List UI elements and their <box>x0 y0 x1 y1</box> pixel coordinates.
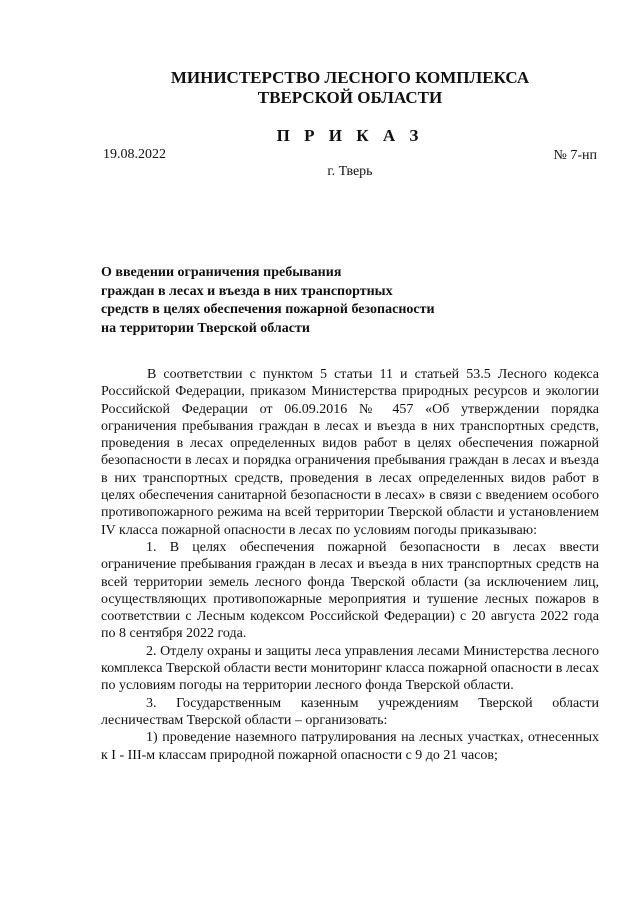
ministry-name <box>0 68 640 108</box>
city: г. Тверь <box>327 164 373 179</box>
subject-line4: на территории Тверской области <box>101 320 310 336</box>
order-item-3-1: 1) проведение наземного патрулирования на лесных участках, отнесенных к I - III-м классам природной пожарной опасности с 9 до 21 часов; <box>101 730 599 763</box>
ministry-name-line2: ТВЕРСКОЙ ОБЛАСТИ <box>257 88 443 107</box>
subject-line2: граждан в лесах и въезда в них транспортных <box>101 283 393 299</box>
ministry-name-line1: МИНИСТЕРСТВО ЛЕСНОГО КОМПЛЕКСА <box>170 68 530 87</box>
order-item-3: 3. Государственным казенным учреждениям Тверской области лесничествам Тверской области – организовать: <box>101 695 599 728</box>
order-item-1: 1. В целях обеспечения пожарной безопасности в лесах ввести ограничение пребывания граждан в лесах и въезда в них транспортных средств на всей территории земель лесного фонда Тверской области (за исключением лиц, осуществляющих противопожарные мероприятия и тушение лесных пожаров в соответствии с Лесным кодексом Российской Федерации) с 20 августа 2022 года по 8 сентября 2022 года. <box>101 539 599 642</box>
order-date: 19.08.2022 <box>103 147 166 162</box>
order-subject <box>101 264 435 338</box>
order-item-2: 2. Отделу охраны и защиты леса управления лесами Министерства лесного комплекса Тверской области вести мониторинг класса пожарной опасности в лесах по условиям погоды на территории лесного фонда Тверской области. <box>101 643 599 694</box>
order-number: № 7-нп <box>553 148 597 163</box>
subject-line1: О введении ограничения пребывания <box>101 265 342 280</box>
subject-line3: средств в целях обеспечения пожарной безопасности <box>101 302 435 317</box>
intro-paragraph: В соответствии с пунктом 5 статьи 11 и статьей 53.5 Лесного кодекса Российской Федерации, приказом Министерства природных ресурсов и экологии Российской Федерации от 06.09.2016 № 457 «Об утверждении порядка ограничения пребывания граждан в лесах и въезда в них транспортных средств, проведения в лесах определенных видов работ в целях обеспечения пожарной безопасности в лесах и порядка ограничения пребывания граждан в лесах и въезда в них транспортных средств, проведения в лесах определенных видов работ в целях обеспечения санитарной безопасности в лесах» в связи с введением особого противопожарного режима на всей территории Тверской области и установлением IV класса пожарной опасности в лесах по условиям погоды приказываю: <box>101 367 599 538</box>
order-body <box>101 366 599 764</box>
document-type-title: П Р И К А З <box>276 126 424 145</box>
